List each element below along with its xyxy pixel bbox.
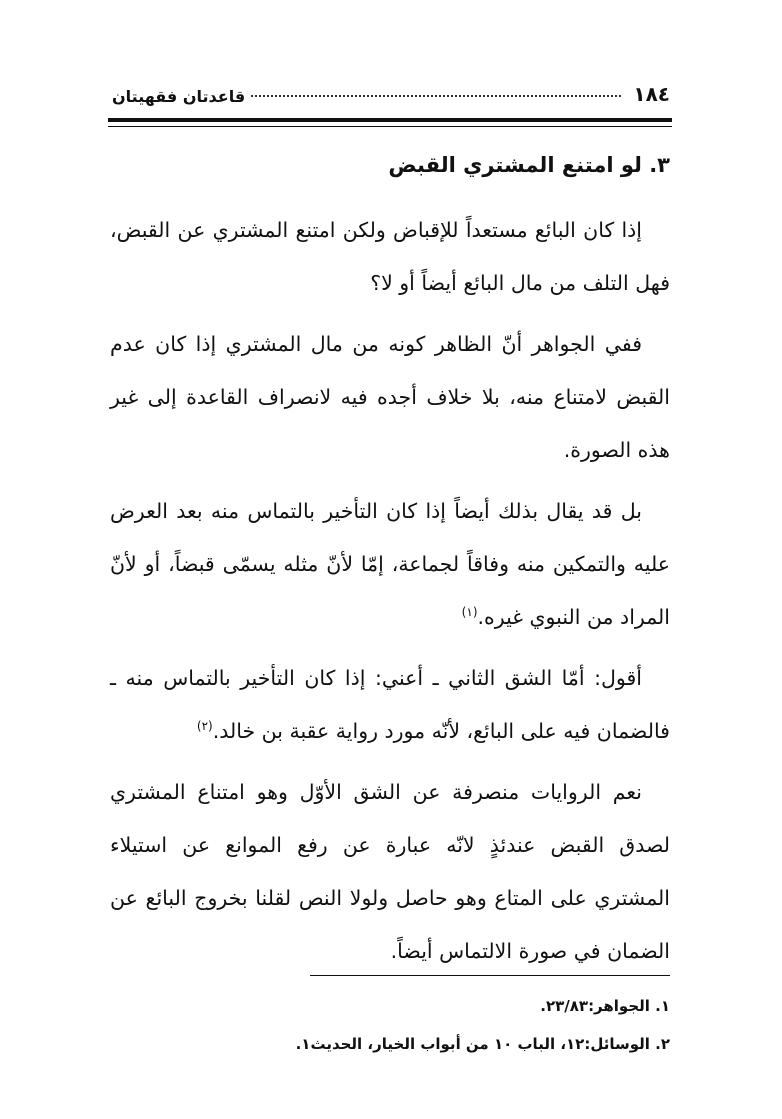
paragraph	[110, 485, 670, 644]
paragraph-text: أقول: أمّا الشق الثاني ـ أعني: إذا كان التأخير بالتماس منه ـ فالضمان فيه على البائع، لأنّه مورد رواية عقبة بن خالد.	[110, 666, 670, 743]
paragraph-text: إذا كان البائع مستعداً للإقباض ولكن امتنع المشتري عن القبض، فهل التلف من مال البائع أيضاً أو لا؟	[110, 218, 670, 295]
paragraph-text: بل قد يقال بذلك أيضاً إذا كان التأخير بالتماس منه بعد العرض عليه والتمكين منه وفاقاً لجماعة، إمّا لأنّ مثله يسمّى قبضاً، أو لأنّ المراد من النبوي غيره.	[110, 499, 670, 629]
footnote: ٢. الوسائل:١٢، الباب ١٠ من أبواب الخيار، الحديث١.	[295, 1035, 670, 1053]
main-text	[110, 144, 670, 986]
header-rule-thin	[108, 126, 672, 127]
footnotes	[110, 990, 670, 1066]
page-number: ١٨٤	[633, 82, 670, 106]
section-heading: ٣. لو امتنع المشتري القبض	[388, 153, 670, 177]
paragraph-text: ففي الجواهر أنّ الظاهر كونه من مال المشتري إذا كان عدم القبض لامتناع منه، بلا خلاف أجده فيه لانصراف القاعدة إلى غير هذه الصورة.	[110, 332, 670, 462]
footnote-reference: (١)	[461, 605, 478, 620]
header-leader-dots	[251, 95, 621, 97]
paragraph-text: نعم الروايات منصرفة عن الشق الأوّل وهو امتناع المشتري لصدق القبض عندئذٍ لانّه عبارة عن رفع الموانع عن استيلاء المشتري على المتاع وهو حاصل ولولا النص لقلنا بخروج البائع عن الضمان في صورة الالتماس أيضاً.	[110, 780, 670, 963]
paragraph	[110, 766, 670, 978]
footnote-reference: (٢)	[196, 719, 213, 734]
header-rule-thick	[108, 118, 672, 122]
footnote-separator	[310, 975, 670, 976]
paragraph	[110, 318, 670, 477]
paragraph	[110, 652, 670, 758]
footnote: ١. الجواهر:٢٣/٨٣.	[540, 997, 670, 1015]
paragraph	[110, 204, 670, 310]
book-title: قاعدتان فقهيتان	[112, 87, 246, 106]
running-header	[112, 72, 670, 106]
